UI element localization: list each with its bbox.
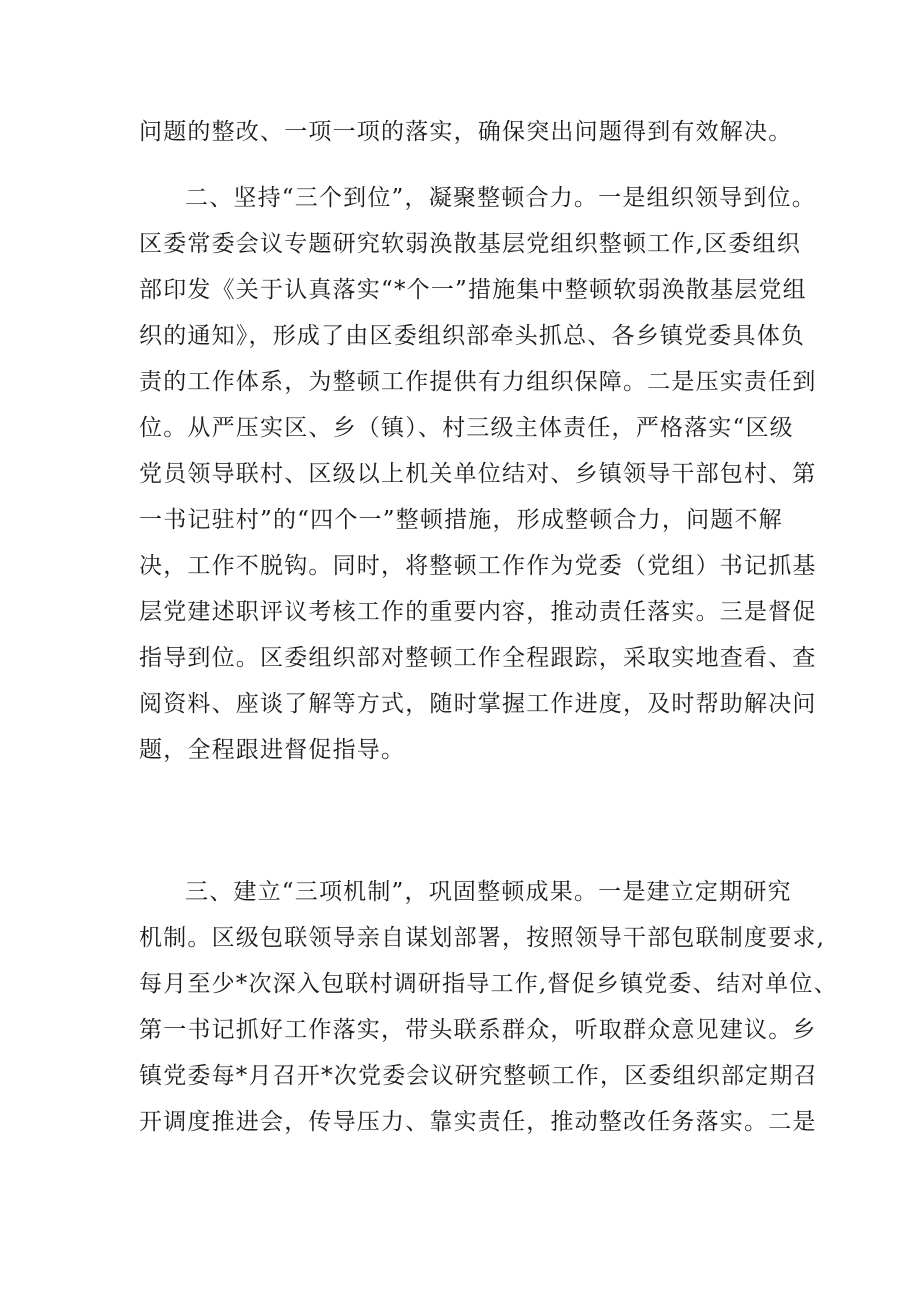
paragraph-3-line-2: 机制。区级包联领导亲自谋划部署，按照领导干部包联制度要求, [139, 925, 826, 951]
paragraph-2-line-3: 部印发《关于认真落实“*个一”措施集中整顿软弱涣散基层党组 [139, 277, 807, 303]
paragraph-2-line-11: 指导到位。区委组织部对整顿工作全程跟踪，采取实地查看、查 [139, 645, 817, 671]
paragraph-2-line-1: 二、坚持“三个到位”，凝聚整顿合力。一是组织领导到位。 [185, 185, 816, 211]
paragraph-1-line-1: 问题的整改、一项一项的落实，确保突出问题得到有效解决。 [139, 119, 793, 145]
paragraph-2-line-4: 织的通知》，形成了由区委组织部牵头抓总、各乡镇党委具体负 [139, 323, 806, 349]
paragraph-2-line-8: 一书记驻村”的“四个一”整顿措施，形成整顿合力，问题不解 [139, 507, 783, 533]
paragraph-2-line-13: 题，全程跟进督促指导。 [139, 737, 406, 763]
paragraph-2-line-5: 责的工作体系，为整顿工作提供有力组织保障。二是压实责任到 [139, 369, 817, 395]
paragraph-2-line-12: 阅资料、座谈了解等方式，随时掌握工作进度，及时帮助解决问 [139, 691, 817, 717]
paragraph-3-line-6: 开调度推进会，传导压力、靠实责任，推动整改任务落实。二是 [139, 1109, 817, 1135]
paragraph-2-line-9: 决，工作不脱钩。同时，将整顿工作作为党委（党组）书记抓基 [139, 553, 817, 579]
paragraph-2-line-7: 党员领导联村、区级以上机关单位结对、乡镇领导干部包村、第 [139, 461, 817, 487]
paragraph-2-line-2: 区委常委会议专题研究软弱涣散基层党组织整顿工作,区委组织 [139, 231, 801, 257]
paragraph-3-line-5: 镇党委每*月召开*次党委会议研究整顿工作，区委组织部定期召 [139, 1063, 818, 1089]
paragraph-2-line-6: 位。从严压实区、乡（镇）、村三级主体责任，严格落实“区级 [139, 415, 794, 441]
paragraph-3-line-1: 三、建立“三项机制”，巩固整顿成果。一是建立定期研究 [185, 879, 792, 905]
paragraph-2-line-10: 层党建述职评议考核工作的重要内容，推动责任落实。三是督促 [139, 599, 817, 625]
paragraph-3-line-4: 第一书记抓好工作落实，带头联系群众，听取群众意见建议。乡 [139, 1017, 817, 1043]
paragraph-3-line-3: 每月至少*次深入包联村调研指导工作,督促乡镇党委、结对单位、 [139, 971, 838, 997]
